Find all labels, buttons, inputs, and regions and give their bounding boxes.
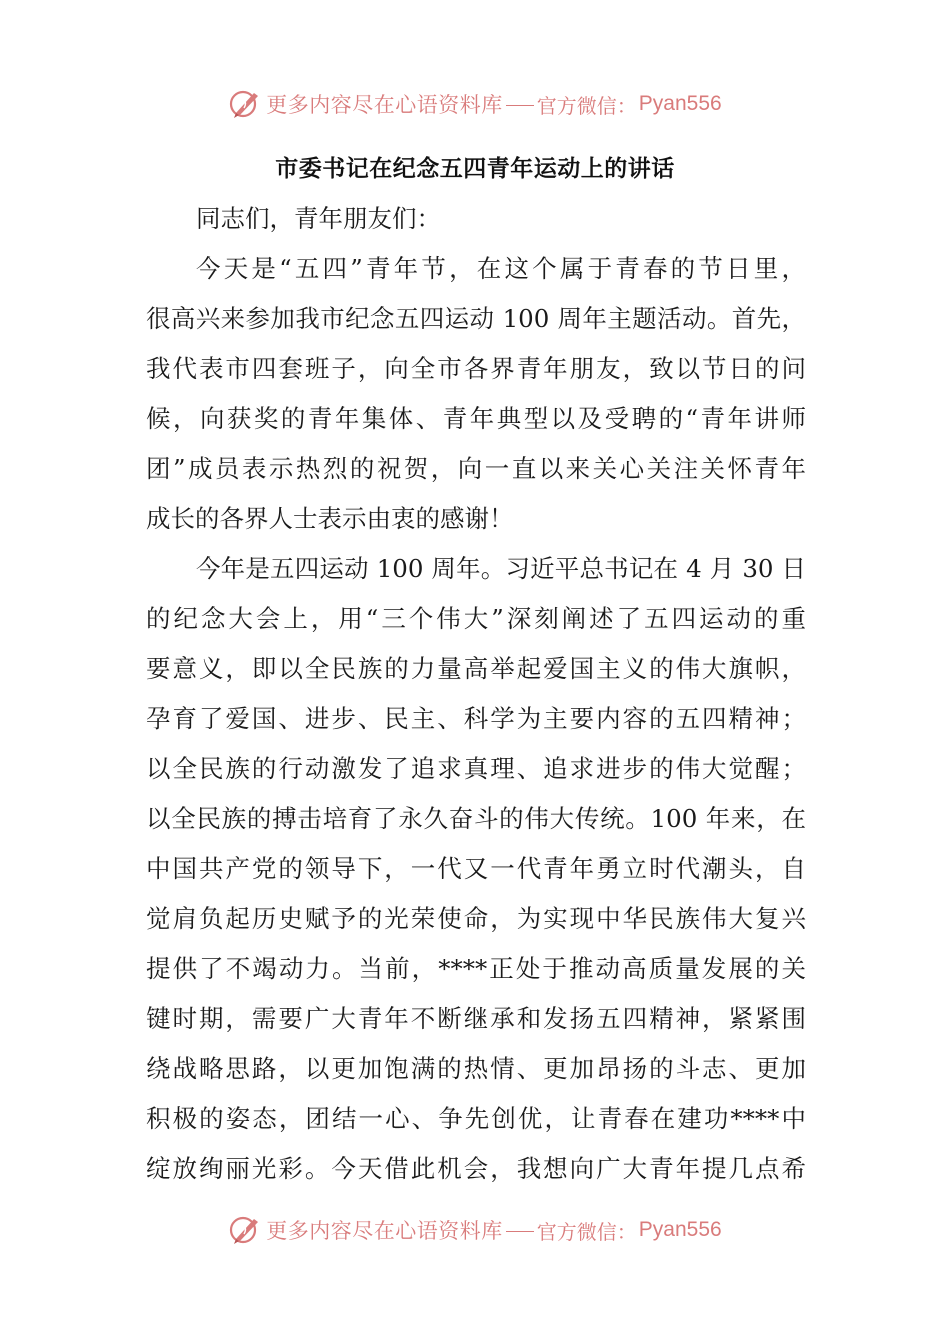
- paragraph-1-line: 今天是“五四”青年节，在这个属于青春的节日里，: [196, 254, 806, 283]
- paragraph-2-line: 觉肩负起历史赋予的光荣使命，为实现中华民族伟大复兴: [146, 904, 806, 933]
- paragraph-2-line: 绽放绚丽光彩。今天借此机会，我想向广大青年提几点希: [146, 1154, 806, 1183]
- pen-logo-icon: [228, 1213, 262, 1247]
- paragraph-1-line: 团”成员表示热烈的祝贺，向一直以来关心关注关怀青年: [146, 454, 806, 483]
- watermark-handle-text: Pyan556: [638, 92, 722, 115]
- watermark-dash: [506, 105, 534, 106]
- watermark-label-text: 官方微信：: [536, 93, 637, 118]
- watermark-handle-text: Pyan556: [638, 1218, 722, 1241]
- paragraph-1-line: 候，向获奖的青年集体、青年典型以及受聘的“青年讲师: [146, 404, 806, 433]
- paragraph-2-line: 键时期，需要广大青年不断继承和发扬五四精神，紧紧围: [146, 1004, 806, 1033]
- paragraph-2-line: 今年是五四运动 100 周年。习近平总书记在 4 月 30 日: [196, 554, 806, 583]
- watermark-site-text: 更多内容尽在心语资料库: [266, 93, 503, 117]
- paragraph-2-line: 绕战略思路，以更加饱满的热情、更加昂扬的斗志、更加: [146, 1054, 806, 1083]
- paragraph-1-line: 我代表市四套班子，向全市各界青年朋友，致以节日的问: [146, 354, 806, 383]
- paragraph-2-line: 孕育了爱国、进步、民主、科学为主要内容的五四精神；: [146, 704, 806, 733]
- paragraph-2-line: 积极的姿态，团结一心、争先创优，让青春在建功****中: [146, 1104, 806, 1133]
- watermark-label-text: 官方微信：: [536, 1219, 637, 1244]
- document-title: 市委书记在纪念五四青年运动上的讲话: [275, 156, 675, 182]
- paragraph-2-line: 提供了不竭动力。当前，****正处于推动高质量发展的关: [146, 954, 806, 983]
- paragraph-2-line: 要意义，即以全民族的力量高举起爱国主义的伟大旗帜，: [146, 654, 806, 683]
- footer-watermark: [0, 1210, 950, 1250]
- watermark-dash: [506, 1231, 534, 1232]
- paragraph-1-line: 成长的各界人士表示由衷的感谢！: [146, 504, 514, 533]
- paragraph-2-line: 以全民族的行动激发了追求真理、追求进步的伟大觉醒；: [146, 754, 806, 783]
- pen-logo-icon: [228, 87, 262, 121]
- paragraph-2-line: 的纪念大会上，用“三个伟大”深刻阐述了五四运动的重: [146, 604, 806, 633]
- paragraph-2-line: 以全民族的搏击培育了永久奋斗的伟大传统。100 年来，在: [146, 804, 806, 833]
- paragraph-2-line: 中国共产党的领导下，一代又一代青年勇立时代潮头，自: [146, 854, 806, 883]
- salutation-line: 同志们，青年朋友们：: [196, 204, 441, 233]
- header-watermark: [0, 84, 950, 124]
- paragraph-1-line: 很高兴来参加我市纪念五四运动 100 周年主题活动。首先，: [146, 304, 806, 333]
- watermark-site-text: 更多内容尽在心语资料库: [266, 1219, 503, 1243]
